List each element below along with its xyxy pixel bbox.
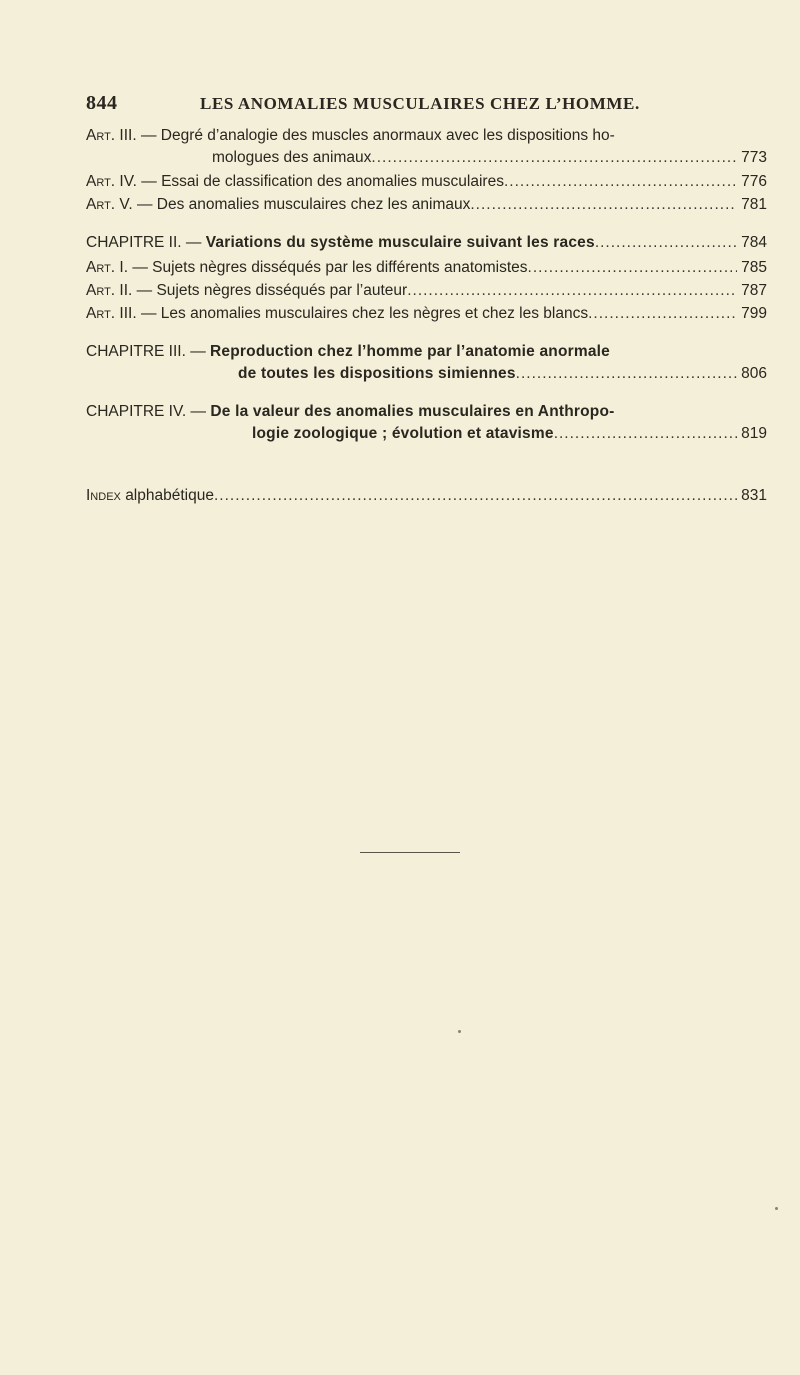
leader-dots bbox=[554, 423, 737, 445]
toc-chapter[interactable]: CHAPITRE III. — Reproduction chez l’homme par l’anatomie anormale de toutes les dispositions simiennes ..... 806 bbox=[86, 341, 767, 385]
toc-entry-label: Art. V. bbox=[86, 196, 133, 213]
chapter-title: Variations du système musculaire suivant les races bbox=[205, 234, 595, 251]
toc-page-number: 831 bbox=[741, 487, 767, 504]
toc-entry-title: Sujets nègres disséqués par l’auteur bbox=[156, 282, 408, 299]
leader-dots bbox=[371, 147, 737, 169]
chapter-title: De la valeur des anomalies musculaires en Anthropo- bbox=[210, 403, 615, 420]
toc-page-number: 773 bbox=[741, 149, 767, 166]
leader-dots bbox=[528, 257, 738, 279]
toc-index[interactable] bbox=[86, 485, 767, 507]
toc-entry-title-cont: mologues des animaux bbox=[212, 149, 372, 166]
toc-entry-title: Degré d’analogie des muscles anormaux avec les dispositions ho- bbox=[160, 127, 615, 144]
index-label: Index bbox=[86, 487, 121, 504]
leader-dots bbox=[504, 171, 737, 193]
toc-entry[interactable]: Art. III. — Degré d’analogie des muscles anormaux avec les dispositions ho- mologues des animaux ..... 773 bbox=[86, 125, 767, 169]
toc-page-number: 819 bbox=[741, 425, 767, 442]
toc-entry-title: Essai de classification des anomalies musculaires bbox=[161, 173, 504, 190]
leader-dots bbox=[516, 363, 737, 385]
leader-dots bbox=[588, 303, 737, 325]
leader-dots bbox=[595, 232, 737, 254]
toc-page-number: 806 bbox=[741, 365, 767, 382]
toc-entry[interactable]: Art. II. — Sujets nègres disséqués par l’auteur ..... 787 bbox=[86, 280, 767, 302]
toc-entry-label: Art. I. bbox=[86, 259, 129, 276]
toc-entry-title: Les anomalies musculaires chez les nègres et chez les blancs bbox=[160, 305, 589, 322]
toc-page-number: 787 bbox=[741, 282, 767, 299]
running-title: LES ANOMALIES MUSCULAIRES CHEZ L’HOMME. bbox=[200, 94, 640, 113]
chapter-title-cont: de toutes les dispositions simiennes bbox=[238, 365, 516, 382]
chapter-label: CHAPITRE II. bbox=[86, 234, 182, 251]
end-rule bbox=[360, 852, 460, 853]
toc-entry-label: Art. III. bbox=[86, 127, 137, 144]
page-number: 844 bbox=[86, 92, 118, 114]
leader-dots bbox=[470, 194, 737, 216]
toc-entry[interactable]: Art. I. — Sujets nègres disséqués par les différents anatomistes ..... 785 bbox=[86, 257, 767, 279]
toc-page-number: 776 bbox=[741, 173, 767, 190]
toc-entry-label: Art. IV. bbox=[86, 173, 137, 190]
chapter-label: CHAPITRE IV. bbox=[86, 403, 187, 420]
toc-page-number: 781 bbox=[741, 196, 767, 213]
toc-entry-label: Art. III. bbox=[86, 305, 137, 322]
toc-entry-title: Sujets nègres disséqués par les différents anatomistes bbox=[152, 259, 528, 276]
page-header bbox=[86, 92, 766, 120]
leader-dots bbox=[214, 485, 737, 507]
paper-speck bbox=[458, 1030, 461, 1033]
toc-chapter[interactable]: CHAPITRE II. — Variations du système musculaire suivant les races ..... 784 bbox=[86, 232, 767, 254]
chapter-title: Reproduction chez l’homme par l’anatomie anormale bbox=[210, 343, 610, 360]
chapter-title-cont: logie zoologique ; évolution et atavisme bbox=[252, 425, 554, 442]
toc-entry-title: Des anomalies musculaires chez les animaux bbox=[156, 196, 471, 213]
index-title: alphabétique bbox=[125, 487, 214, 504]
toc-chapter[interactable]: CHAPITRE IV. — De la valeur des anomalies musculaires en Anthropo- logie zoologique ; évolution et atavisme ..... 819 bbox=[86, 401, 767, 445]
paper-speck bbox=[775, 1207, 778, 1210]
toc-entry-label: Art. II. bbox=[86, 282, 133, 299]
toc-page-number: 784 bbox=[741, 234, 767, 251]
leader-dots bbox=[407, 280, 737, 302]
toc-entry[interactable]: Art. IV. — Essai de classification des anomalies musculaires ..... 776 bbox=[86, 171, 767, 193]
toc-entry[interactable]: Art. V. — Des anomalies musculaires chez les animaux ..... 781 bbox=[86, 194, 767, 216]
toc-page-number: 799 bbox=[741, 305, 767, 322]
toc-page-number: 785 bbox=[741, 259, 767, 276]
chapter-label: CHAPITRE III. bbox=[86, 343, 186, 360]
toc-entry[interactable]: Art. III. — Les anomalies musculaires chez les nègres et chez les blancs ..... 799 bbox=[86, 303, 767, 325]
